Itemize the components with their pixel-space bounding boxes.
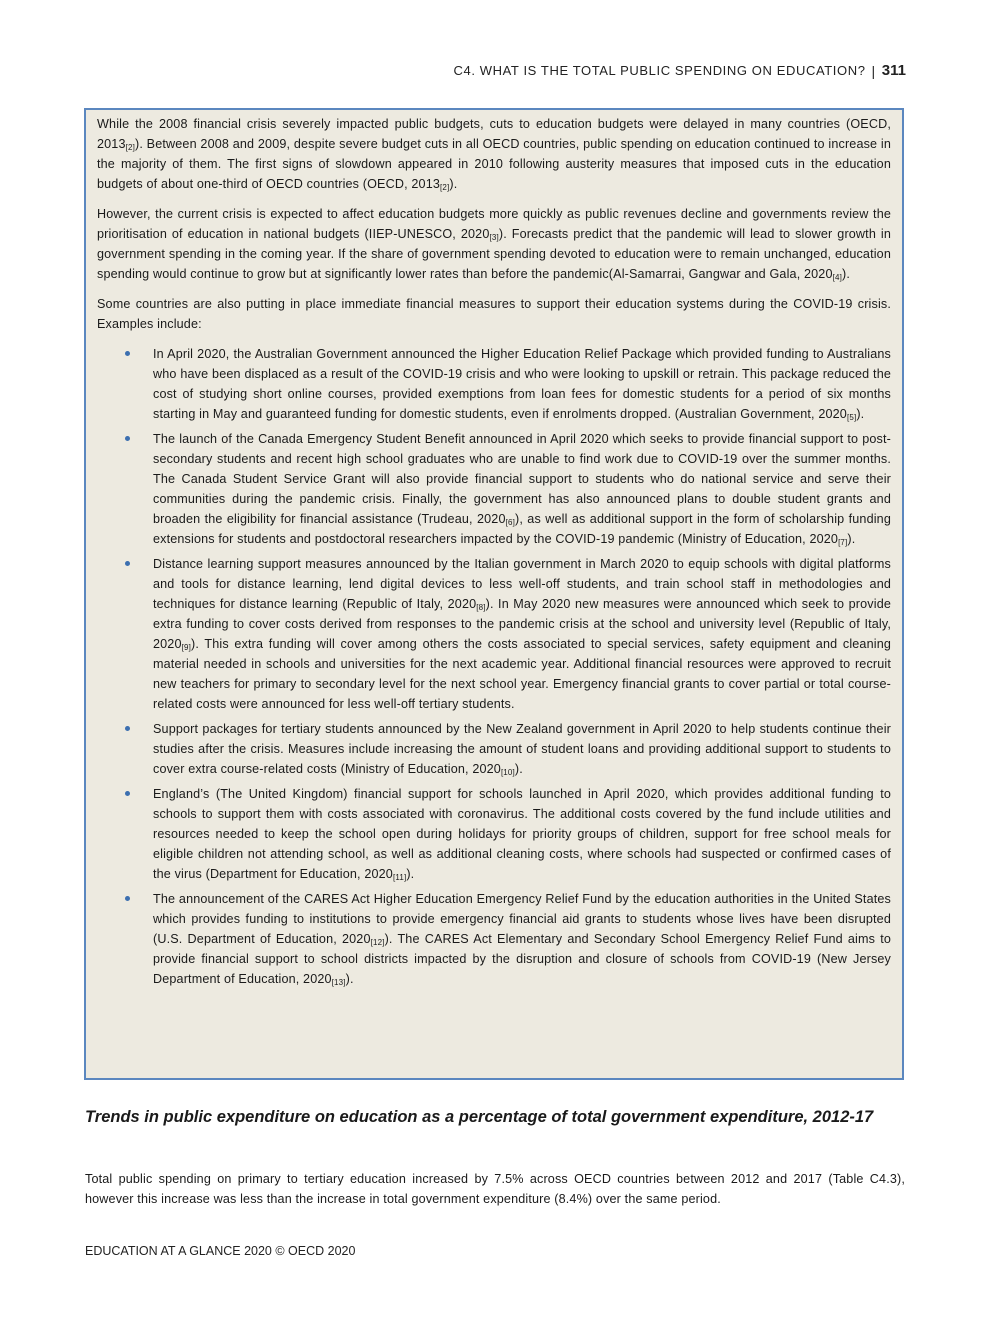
reference-marker: [11] — [392, 873, 407, 882]
list-item-australia: In April 2020, the Australian Government announced the Higher Education Relief Package which provided funding to Australians who have been displaced as a result of the COVID-19 crisis and who were looking to upskill or retrain. This package reduced the cost of studying short online courses, provided exemptions from loan fees for domestic students for a period of six months starting in May and guaranteed funding for domestic students, even if enrolments dropped. (Australian Government, $2020_{[5]}$). — [97, 344, 891, 424]
chapter-title: C4. WHAT IS THE TOTAL PUBLIC SPENDING ON EDUCATION? — [453, 63, 866, 78]
reference-marker: [2] — [440, 183, 450, 192]
examples-list — [97, 344, 891, 989]
reference-marker: [8] — [476, 603, 486, 612]
box-paragraph-2: However, the current crisis is expected to affect education budgets more quickly as public revenues decline and governments review the prioritisation of education in national budgets (IIEP-UNESCO, $2020_{[3]}$). Forecasts predict that the pandemic will lead to slower growth in government spending in the coming year. If the share of government spending devoted to education were to remain unchanged, education spending would continue to grow but at significantly lower rates than before the pandemic(Al-Samarrai, Gangwar and Gala, $2020_{[4]}$). — [97, 207, 891, 282]
reference-marker: [12] — [370, 938, 385, 947]
page-number: 311 — [881, 62, 906, 79]
list-item-england: England’s (The United Kingdom) financial support for schools launched in April 2020, which provides additional funding to schools to support them with costs associated with coronavirus. The additional costs covered by the fund include utilities and resources needed to keep the school open during holidays for priority groups of children, support for free school meals for eligible children not attending school, as well as additional cleaning costs, where schools had suspected or confirmed cases of the virus (Department for Education, $2020_{[11]}$). — [97, 784, 891, 884]
bullet-icon — [125, 726, 130, 731]
page-footer: EDUCATION AT A GLANCE 2020 © OECD 2020 — [85, 1244, 356, 1258]
box-paragraph-1: While the 2008 financial crisis severely impacted public budgets, cuts to education budgets were delayed in many countries (OECD, $2013_{[2]}$). Between 2008 and 2009, despite severe budget cuts in all OECD countries, public spending on education continued to increase in the majority of them. The first signs of slowdown appeared in 2010 following austerity measures that imposed cuts in the education budgets of about one-third of OECD countries (OECD, $2013_{[2]}$). — [97, 117, 891, 192]
list-item-italy: Distance learning support measures announced by the Italian government in March 2020 to equip schools with digital platforms and tools for distance learning, lend digital devices to less well-off students, and train school staff in methodologies and techniques for distance learning (Republic of Italy, $2020_{[8]}$). In May 2020 new measures were announced which seek to provide extra funding to cover costs derived from responses to the pandemic crisis at the school and university level (Republic of Italy, $2020_{[9]}$). This extra funding will cover among others the costs associated to special services, safety equipment and cleaning material needed in schools and universities for the next academic year. Additional financial resources were approved to recruit new teachers for primary to secondary level for the next school year. Emergency financial grants to cover partial or total course-related costs were announced for less well-off tertiary students. — [97, 554, 891, 714]
bullet-icon — [125, 896, 130, 901]
section-body: Total public spending on primary to tertiary education increased by 7.5% across OECD countries between 2012 and 2017 (Table C4.3), however this increase was less than the increase in total government expenditure (8.4%) over the same period. — [85, 1172, 905, 1206]
info-box — [84, 108, 904, 1080]
header-separator: | — [871, 62, 876, 79]
reference-marker: [5] — [846, 413, 857, 422]
reference-marker: [7] — [838, 538, 848, 547]
reference-marker: [4] — [832, 273, 842, 282]
bullet-icon — [125, 351, 130, 356]
reference-marker: [13] — [331, 978, 346, 987]
bullet-icon — [125, 561, 130, 566]
bullet-icon — [125, 791, 130, 796]
list-item-canada: The launch of the Canada Emergency Student Benefit announced in April 2020 which seeks to provide financial support to post-secondary students and recent high school graduates who are unable to find work due to COVID-19 over the summer months. The Canada Student Service Grant will also provide financial support to students who do national service and serve their communities during the pandemic crisis. Finally, the government has also announced plans to double student grants and broaden the eligibility for financial assistance (Trudeau, $2020_{[6]}$), as well as additional support in the form of scholarship funding extensions for students and postdoctoral researchers impacted by the COVID-19 pandemic (Ministry of Education, $2020_{[7]}$). — [97, 429, 891, 549]
reference-marker: [6] — [505, 518, 515, 527]
section-title: Trends in public expenditure on education as a percentage of total government expenditure, 2012-17 — [85, 1108, 874, 1126]
box-paragraph-3: Some countries are also putting in place immediate financial measures to support their education systems during the COVID-19 crisis. Examples include: — [97, 297, 891, 331]
reference-marker: [9] — [181, 643, 191, 652]
reference-marker: [10] — [500, 768, 515, 777]
list-item-new-zealand: Support packages for tertiary students announced by the New Zealand government in April 2020 to help students continue their studies after the crisis. Measures include increasing the amount of student loans and providing additional support to students to cover extra course-related costs (Ministry of Education, $2020_{[10]}$). — [97, 719, 891, 779]
bullet-icon — [125, 436, 130, 441]
reference-marker: [2] — [125, 143, 135, 152]
list-item-united-states: The announcement of the CARES Act Higher Education Emergency Relief Fund by the education authorities in the United States which provides funding to institutions to provide emergency financial aid grants to students whose lives have been disrupted (U.S. Department of Education, $2020_{[12]}$). The CARES Act Elementary and Secondary School Emergency Relief Fund aims to provide financial support to school districts impacted by the disruption and closure of schools from COVID-19 (New Jersey Department of Education, $2020_{[13]}$). — [97, 889, 891, 989]
reference-marker: [3] — [489, 233, 499, 242]
running-header — [454, 62, 906, 79]
